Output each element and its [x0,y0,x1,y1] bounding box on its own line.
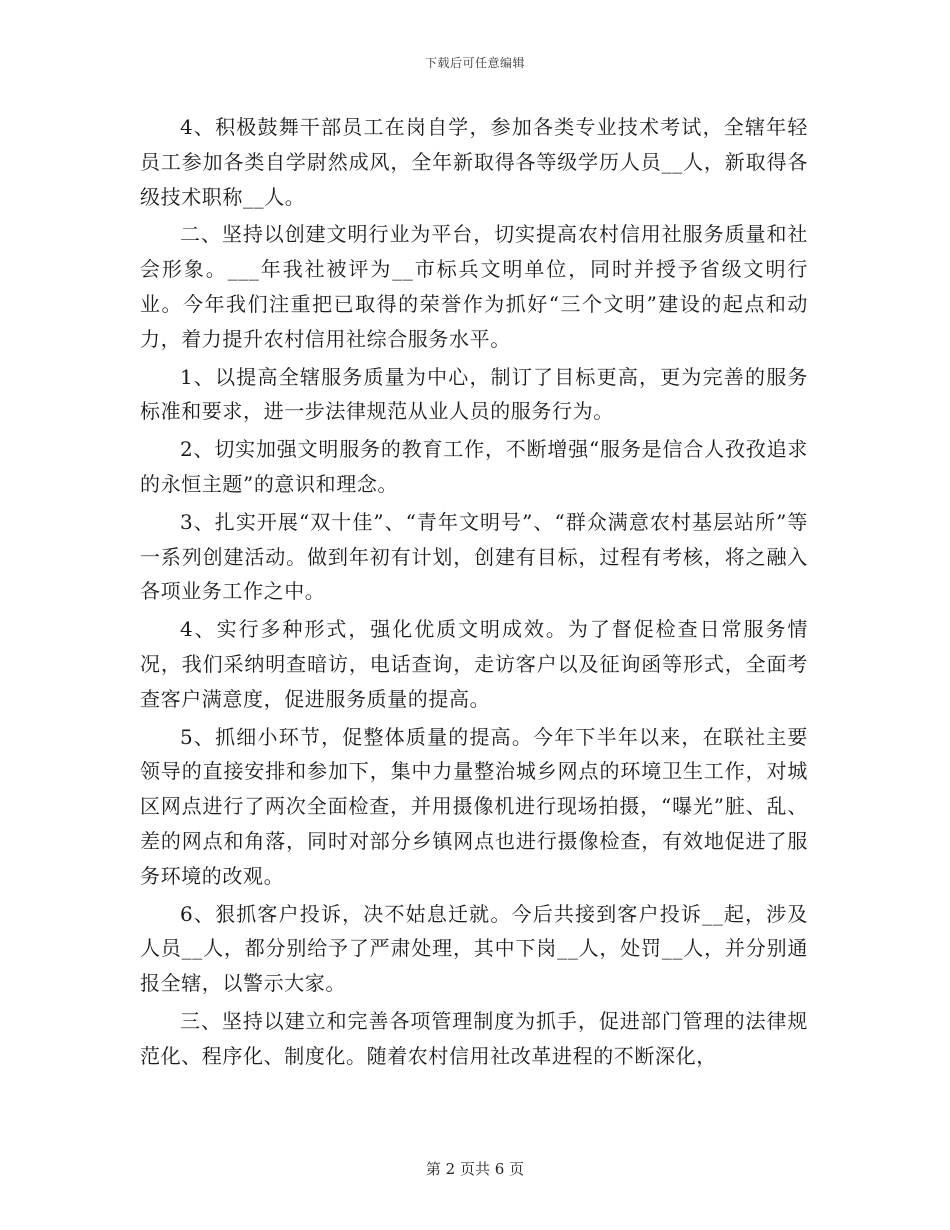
paragraph-section-3-management-systems: 三、坚持以建立和完善各项管理制度为抓手，促进部门管理的法律规范化、程序化、制度化。随着农村信用社改革进程的不断深化， [140,1008,808,1068]
paragraph-item-1-service-quality: 1、以提高全辖服务质量为中心，制订了目标更高，更为完善的服务标准和要求，进一步法律规范从业人员的服务行为。 [140,364,808,424]
paragraph-item-2-service-education: 2、切实加强文明服务的教育工作，不断增强“服务是信合人孜孜追求的永恒主题”的意识和理念。 [140,437,808,496]
page-header-note: 下载后可任意编辑 [424,56,525,70]
paragraph-section-2-civilized-industry: 二、坚持以创建文明行业为平台，切实提高农村信用社服务质量和社会形象。___年我社被评为__市标兵文明单位，同时并授予省级文明行业。今年我们注重把已取得的荣誉作为抓好“三个文明”建设的起点和动力，着力提升农村信用社综合服务水平。 [140,222,808,351]
paragraph-item-5-details: 5、抓细小环节，促整体质量的提高。今年下半年以来，在联社主要领导的直接安排和参加下，集中力量整治城乡网点的环境卫生工作，对城区网点进行了两次全面检查，并用摄像机进行现场拍摄，“曝光”脏、乱、差的网点和角落，同时对部分乡镇网点也进行摄像检查，有效地促进了服务环境的改观。 [140,724,808,888]
paragraph-item-3-creation-activities: 3、扎实开展“双十佳”、“青年文明号”、“群众满意农村基层站所”等一系列创建活动。做到年初有计划，创建有目标，过程有考核，将之融入各项业务工作之中。 [140,509,808,604]
paragraph-item-6-complaints: 6、狠抓客户投诉，决不姑息迁就。今后共接到客户投诉__起，涉及人员__人，都分别给予了严肃处理，其中下岗__人，处罚__人，并分别通报全辖，以警示大家。 [140,901,808,996]
page-number-footer: 第 2 页共 6 页 [425,1160,525,1178]
paragraph-item-4-self-study: 4、积极鼓舞干部员工在岗自学，参加各类专业技术考试，全辖年轻员工参加各类自学尉然成风，全年新取得各等级学历人员__人，新取得各级技术职称__人。 [140,115,808,209]
document-body [140,110,808,1077]
paragraph-item-4-multiple-forms: 4、实行多种形式，强化优质文明成效。为了督促检查日常服务情况，我们采纳明查暗访，电话查询，走访客户以及征询函等形式，全面考查客户满意度，促进服务质量的提高。 [140,617,808,711]
